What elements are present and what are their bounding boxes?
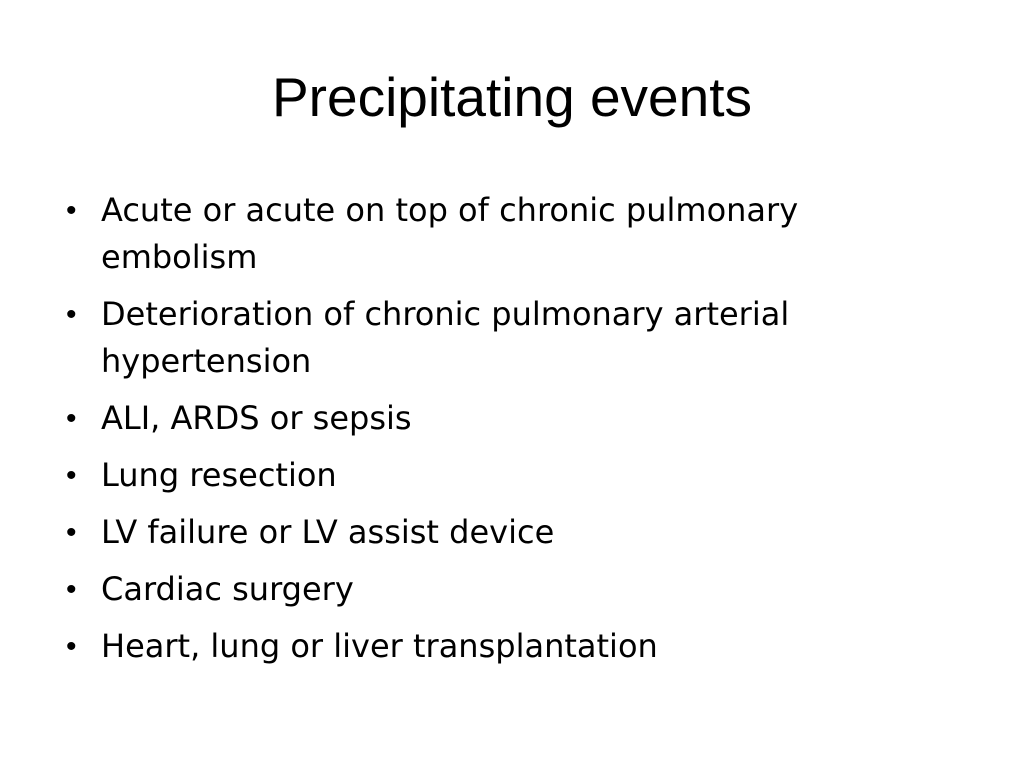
bullet-dot-icon: • — [66, 516, 77, 549]
bullet-list — [66, 187, 946, 680]
bullet-dot-icon: • — [66, 459, 77, 492]
bullet-text: Deterioration of chronic pulmonary arterial hypertension — [101, 295, 790, 380]
bullet-dot-icon: • — [66, 630, 77, 663]
bullet-text: Acute or acute on top of chronic pulmonary embolism — [101, 191, 799, 276]
bullet-text: LV failure or LV assist device — [101, 513, 555, 551]
bullet-item — [66, 566, 946, 613]
bullet-item — [66, 395, 946, 442]
bullet-item — [66, 623, 946, 670]
bullet-text: Lung resection — [101, 456, 337, 494]
bullet-text: Heart, lung or liver transplantation — [101, 627, 658, 665]
slide-title: Precipitating events — [272, 66, 752, 128]
bullet-item — [66, 509, 946, 556]
bullet-dot-icon: • — [66, 298, 77, 331]
bullet-item — [66, 291, 946, 385]
bullet-dot-icon: • — [66, 402, 77, 435]
bullet-dot-icon: • — [66, 573, 77, 606]
bullet-item — [66, 187, 946, 281]
bullet-dot-icon: • — [66, 194, 77, 227]
bullet-text: Cardiac surgery — [101, 570, 354, 608]
bullet-item — [66, 452, 946, 499]
bullet-text: ALI, ARDS or sepsis — [101, 399, 412, 437]
